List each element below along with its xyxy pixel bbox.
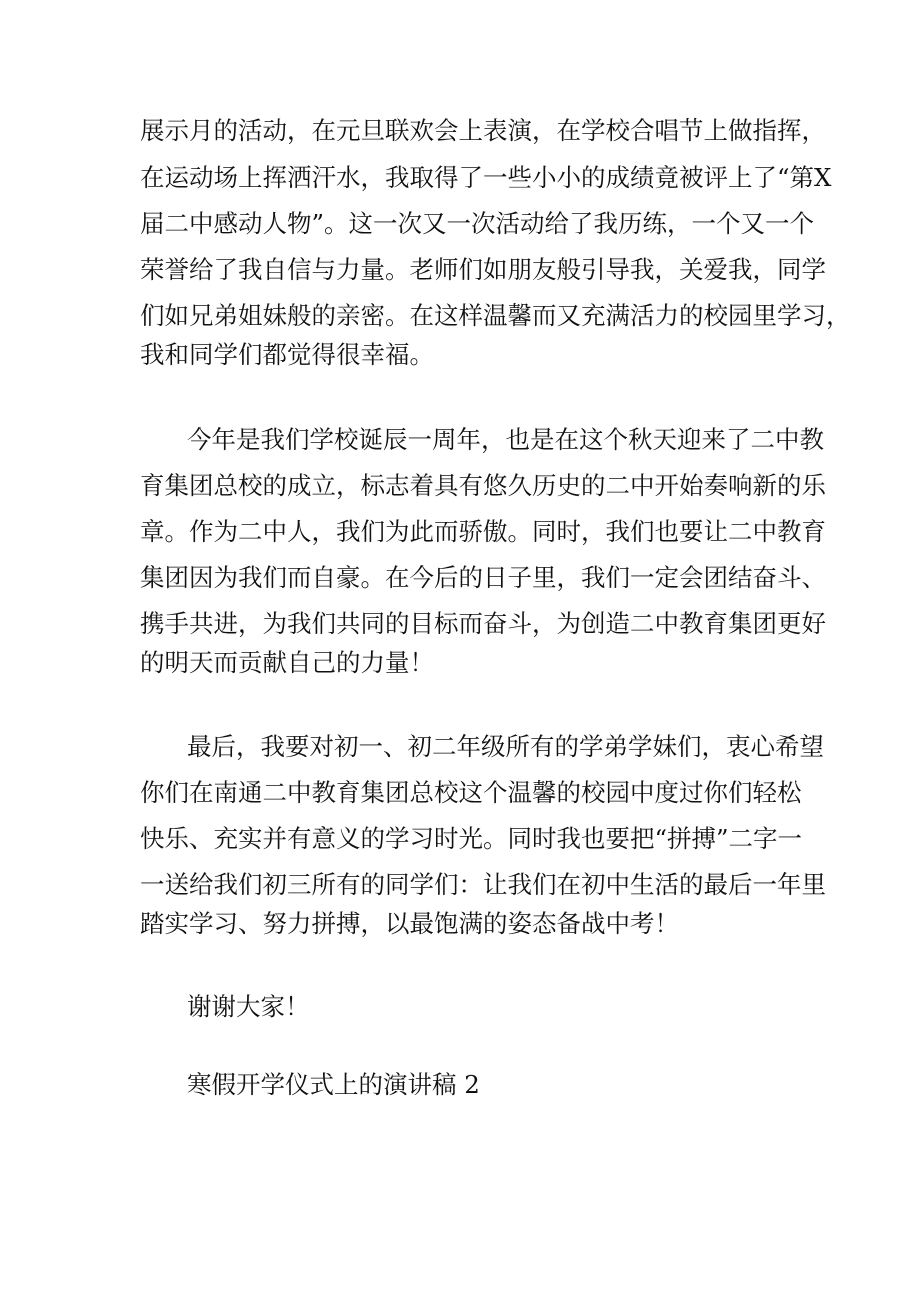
text-line: 最后，我要对初一、初二年级所有的学弟学妹们，衷心希望	[187, 732, 824, 761]
text-line: 们如兄弟姐妹般的亲密。在这样温馨而又充满活力的校园里学习，	[140, 301, 851, 330]
text-line: 你们在南通二中教育集团总校这个温馨的校园中度过你们轻松	[140, 778, 802, 807]
text-line: 我和同学们都觉得很幸福。	[140, 340, 434, 369]
text-line: 谢谢大家！	[187, 992, 310, 1021]
text-line: 携手共进，为我们共同的目标而奋斗，为创造二中教育集团更好	[140, 609, 826, 638]
text-line: 展示月的活动，在元旦联欢会上表演，在学校合唱节上做指挥，	[140, 116, 826, 145]
text-line: 育集团总校的成立，标志着具有悠久历史的二中开始奏响新的乐	[140, 471, 826, 500]
text-line: 届二中感动人物”。这一次又一次活动给了我历练，一个又一个	[140, 209, 815, 238]
text-line: 章。作为二中人，我们为此而骄傲。同时，我们也要让二中教育	[140, 517, 826, 546]
text-line: 今年是我们学校诞辰一周年，也是在这个秋天迎来了二中教	[187, 425, 824, 454]
text-line: 踏实学习、努力拼搏，以最饱满的姿态备战中考！	[140, 909, 679, 938]
text-line: 在运动场上挥洒汗水，我取得了一些小小的成绩竟被评上了“第X	[140, 163, 832, 192]
text-line: 集团因为我们而自豪。在今后的日子里，我们一定会团结奋斗、	[140, 563, 826, 592]
heading-text: 寒假开学仪式上的演讲稿 2	[187, 1070, 480, 1099]
text-line: 一送给我们初三所有的同学们：让我们在初中生活的最后一年里	[140, 870, 826, 899]
text-line: 的明天而贡献自己的力量！	[140, 648, 434, 677]
text-line: 荣誉给了我自信与力量。老师们如朋友般引导我，关爱我，同学	[140, 255, 826, 284]
text-line: 快乐、充实并有意义的学习时光。同时我也要把“拼搏”二字一	[140, 824, 803, 853]
